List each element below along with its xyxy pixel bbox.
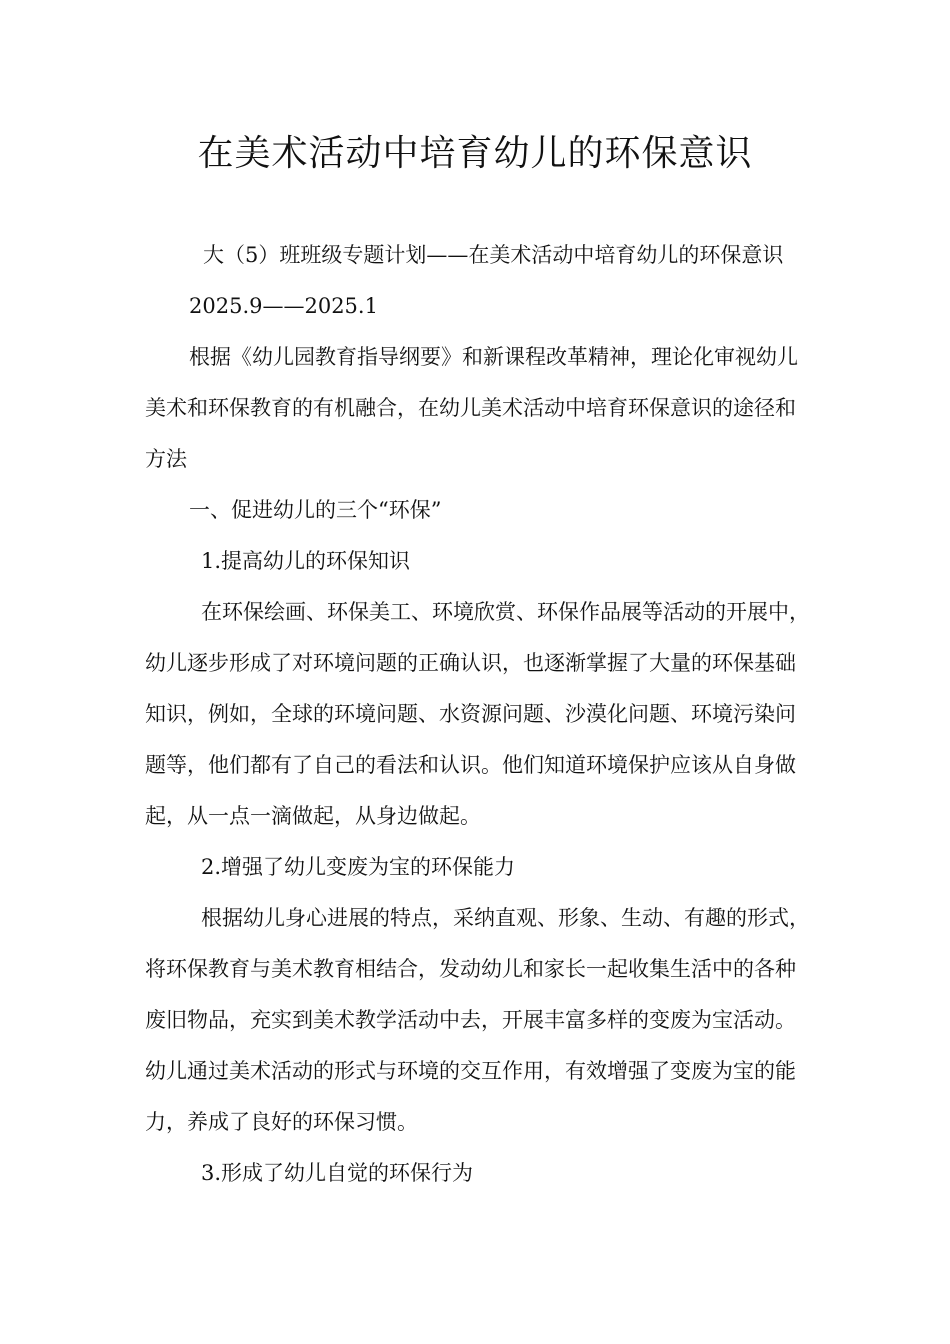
item2-paragraph: 根据幼儿身心进展的特点，采纳直观、形象、生动、有趣的形式，将环保教育与美术教育相结合，发动幼儿和家长一起收集生活中的各种废旧物品，充实到美术教学活动中去，开展丰富多样的变废为宝活动。幼儿通过美术活动的形式与环境的交互作用，有效增强了变废为宝的能力，养成了良好的环保习惯。 bbox=[145, 906, 810, 1134]
subtitle-paragraph: 大（5）班班级专题计划——在美术活动中培育幼儿的环保意识 bbox=[203, 243, 784, 267]
date-range: 2025.9——2025.1 bbox=[189, 294, 378, 318]
item1-heading: 1.提高幼儿的环保知识 bbox=[201, 549, 411, 573]
item1-paragraph: 在环保绘画、环保美工、环境欣赏、环保作品展等活动的开展中，幼儿逐步形成了对环境问题的正确认识，也逐渐掌握了大量的环保基础知识，例如，全球的环境问题、水资源问题、沙漠化问题、环境污染问题等，他们都有了自己的看法和认识。他们知道环境保护应该从自身做起，从一点一滴做起，从身边做起。 bbox=[145, 600, 810, 828]
intro-paragraph: 根据《幼儿园教育指导纲要》和新课程改革精神，理论化审视幼儿美术和环保教育的有机融合，在幼儿美术活动中培育环保意识的途径和方法 bbox=[145, 345, 798, 471]
section1-heading: 一、促进幼儿的三个“环保” bbox=[189, 498, 442, 522]
document-title: 在美术活动中培育幼儿的环保意识 bbox=[197, 133, 753, 174]
item2-heading: 2.增强了幼儿变废为宝的环保能力 bbox=[201, 855, 516, 879]
document-body bbox=[145, 230, 813, 1199]
item3-heading: 3.形成了幼儿自觉的环保行为 bbox=[201, 1161, 474, 1185]
